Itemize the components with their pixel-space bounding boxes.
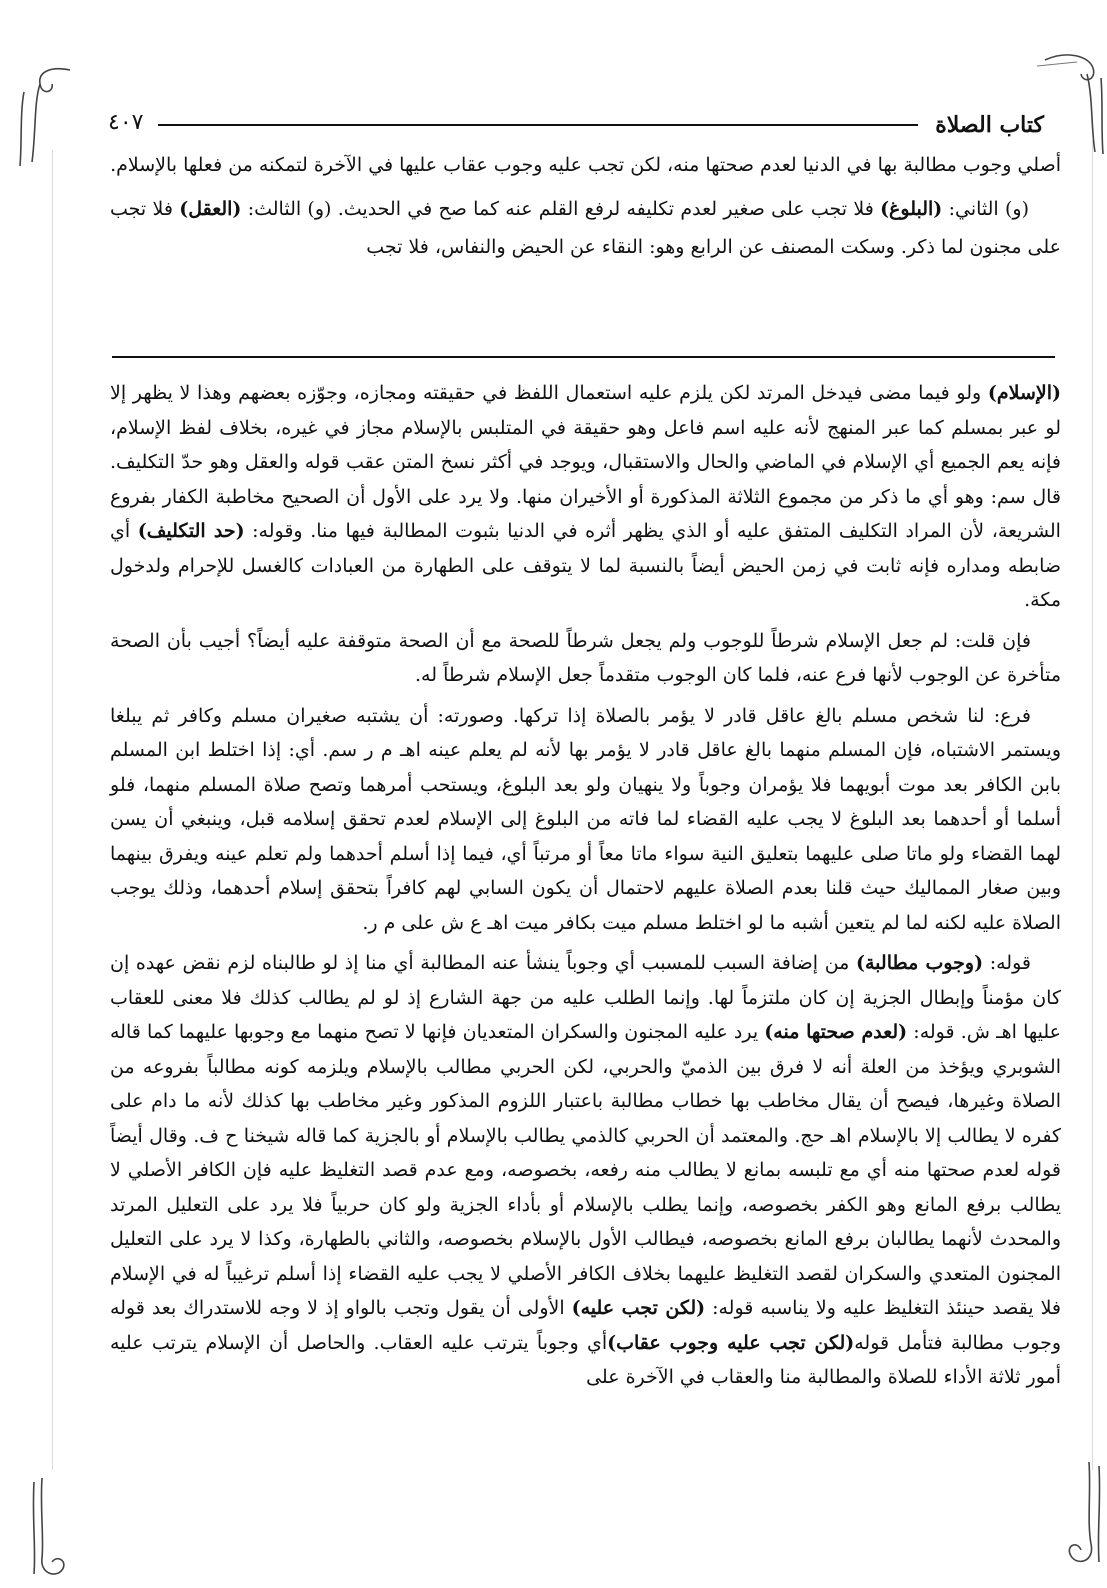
page-edge <box>1092 140 1093 1470</box>
bold-term: (لكن تجب عليه وجوب عقاب) <box>607 1331 855 1354</box>
corner-ornament-icon <box>1037 1462 1107 1572</box>
bold-term: (وجوب مطالبة) <box>856 952 984 974</box>
text-run: (و) الثاني: <box>942 198 1029 220</box>
bold-term: (حد التكليف) <box>137 520 245 542</box>
commentary-paragraph: فرع: لنا شخص مسلم بالغ عاقل قادر لا يؤمر بالصلاة إذا تركها. وصورته: أن يشتبه صغيران مسلم وكافر ثم يبلغا ويستمر الاشتباه، فإن المسلم منهما بالغ عاقل قادر لا يؤمر بها لأنه لم يعلم عينه اهـ م ر سم. أي: إذا اختلط ابن المسلم بابن الكافر بعد موت أبويهما فلا يؤمران وجوباً ولا ينهيان ولو بعد البلوغ، ويستحب أمرهما وتصح صلاة المسلم منهما، فلو أسلما أو أحدهما بعد البلوغ لا يجب عليه القضاء لما فاته من البلوغ إلى الإسلام لعدم تحقق إسلامه قبل، وينبغي أن يسن لهما القضاء ولو ماتا صلى عليهما بتعليق النية سواء ماتا معاً أو مرتباً أي، فيما إذا أسلم أحدهما ولم تعلم عينه ويفرق بينهما وبين صغار المماليك حيث قلنا بعدم الصلاة عليهم لاحتمال أن يكون السابي لهم كافراً بتحقق إسلام أحدهما، وذلك يوجب الصلاة عليه لكنه لما لم يتعين أشبه ما لو اختلط مسلم ميت بكافر ميت اهـ ع ش على م ر. <box>110 704 1061 934</box>
text-run: أي ضابطه ومداره فإنه ثابت في زمن الحيض أيضاً بالنسبة لما لا يتوقف على الطهارة من العبادات كالغسل للإحرام ولدخول مكة. <box>110 520 1061 611</box>
running-header <box>108 102 1058 142</box>
text-run: ولو فيما مضى فيدخل المرتد لكن يلزم عليه استعمال اللفظ في حقيقته ومجازه، وجوّزه بعضهم وهذا لا يظهر إلا لو عبر بمسلم كما عبر المنهج لأنه عليه اسم فاعل وهو حقيقة في المتلبس بالإسلام مجاز في غيره، بخلاف لفظ الإسلام، فإنه يعم الجميع أي الإسلام في الماضي والحال والاستقبال، ويوجد في أكثر نسخ المتن عقب قوله والعقل وهو حدّ التكليف. قال سم: وهو أي ما ذكر من مجموع الثلاثة المذكورة أو الأخيران منها. ولا يرد على الأول أن الصحيح مخاطبة الكفار بفروع الشريعة، لأن المراد التكليف المتفق عليه أو الذي يظهر أثره في الدنيا بثبوت المطالبة فيها منا. وقوله: <box>110 382 1061 542</box>
commentary-paragraph <box>110 946 1061 1395</box>
text-run: فلا تجب على صغير لعدم تكليفه لرفع القلم عنه كما صح في الحديث. (و) الثالث: <box>241 198 881 220</box>
text-run: قوله: <box>983 952 1031 974</box>
corner-ornament-icon <box>10 62 80 172</box>
text-run: أي وجوباً يترتب عليه العقاب. والحاصل أن الإسلام يترتب عليه أمور ثلاثة الأداء للصلاة والمطالبة منا والعقاب في الآخرة على <box>110 1331 1061 1388</box>
main-text <box>110 146 1061 266</box>
bold-term: (البلوغ) <box>880 198 943 220</box>
footnote-separator <box>112 356 1055 358</box>
bold-term: (العقل) <box>179 198 242 220</box>
corner-ornament-icon <box>28 1478 98 1588</box>
text-run: من إضافة السبب للمسبب أي وجوباً ينشأ عنه المطالبة أي منا إذ لو طالبناه لزم نقض عهده إن كان مؤمناً وإبطال الجزية إن كان ملتزماً لها. وإنما الطلب عليه من جهة الشارع إذ لو لم يطالب كذلك فلا معنى للعقاب عليها اهـ ش. قوله: <box>110 952 1061 1043</box>
bold-term: (لعدم صحتها منه) <box>764 1021 908 1043</box>
commentary-text <box>110 376 1061 1401</box>
page-edge <box>52 150 53 1470</box>
header-rule <box>158 124 918 126</box>
commentary-paragraph <box>110 376 1061 618</box>
bold-term: (الإسلام) <box>987 382 1061 404</box>
text-run: يرد عليه المجنون والسكران المتعديان فإنها لا تصح منهما مع وجوبها عليهما كما قاله الشوبري ويؤخذ من العلة أنه لا فرق بين الذميّ والحربي، لكن الحربي مطالب بالإسلام ويلزمه كونه مطالباً بفروعه من الصلاة وغيرها، فيصح أن يقال مخاطب بها خطاب مطالبة باعتبار اللزوم المذكور وغير مخاطب بها كذلك لأنه ما دام على كفره لا يطالب إلا بالإسلام اهـ حج. والمعتمد أن الحربي كالذمي يطالب بالإسلام أو بالجزية كما قاله شيخنا ح ف. وقال أيضاً قوله لعدم صحتها منه أي مع تلبسه بمانع لا يطالب منه رفعه، بخصوصه، ومع عدم قصد التغليظ عليه فإن الكافر الأصلي لا يطالب برفع المانع وهو الكفر بخصوصه، وإنما يطلب بالإسلام أو بأداء الجزية ولو كان حربياً فلا يرد على التعليل المرتد والمحدث لأنهما يطالبان برفع المانع بخصوصه، فيطالب الأول بالإسلام بخصوصه، والثاني بالطهارة، وكذا لا يرد على التعليل المجنون المتعدي والسكران لقصد التغليظ عليهما بخلاف الكافر الأصلي لا يجب عليه القضاء إذا أسلم ترغيباً له في الإسلام فلا يقصد حينئذ التغليظ عليه ولا يناسبه قوله: <box>110 1021 1061 1319</box>
page-number: ٤٠٧ <box>108 110 144 135</box>
commentary-paragraph: فإن قلت: لم جعل الإسلام شرطاً للوجوب ولم يجعل شرطاً للصحة مع أن الصحة متوقفة عليه أيضاً؟ أجيب بأن الصحة متأخرة عن الوجوب لأنها فرع عنه، فلما كان الوجوب متقدماً جعل الإسلام شرطاً له. <box>110 629 1061 686</box>
bold-term: (لكن تجب عليه) <box>571 1297 706 1319</box>
text-run: الأولى أن يقول وتجب بالواو إذ لا وجه للاستدراك بعد قوله وجوب مطالبة فتأمل قوله <box>110 1297 1061 1354</box>
chapter-title: كتاب الصلاة <box>935 112 1044 138</box>
main-paragraph: أصلي وجوب مطالبة بها في الدنيا لعدم صحتها منه، لكن تجب عليه وجوب عقاب عليها في الآخرة لتمكنه من فعلها بالإسلام. <box>110 154 1061 176</box>
text-run: فلا تجب على مجنون لما ذكر. وسكت المصنف عن الرابع وهو: النقاء عن الحيض والنفاس، فلا تجب <box>110 198 1061 258</box>
main-paragraph <box>110 190 1061 266</box>
